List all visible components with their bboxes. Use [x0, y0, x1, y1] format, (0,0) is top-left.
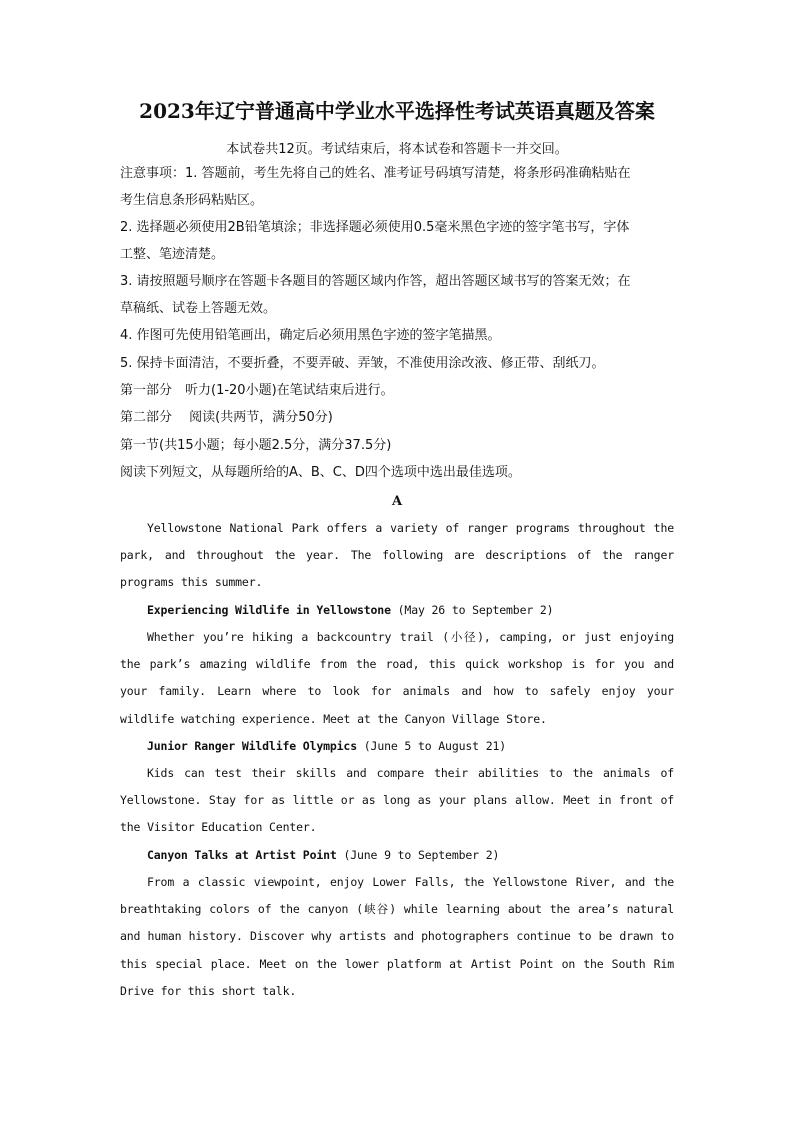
- notes-line-7: 4. 作图可先使用铅笔画出，确定后必须用黑色字迹的签字笔描黑。: [120, 328, 501, 343]
- program-dates: (June 9 to September 2): [343, 848, 500, 862]
- program-dates: (June 5 to August 21): [363, 739, 507, 753]
- program-description: Whether you’re hiking a backcountry trail (小径), camping, or just enjoying the park’s amazing wildlife from the road, this quick workshop is for you and your family. Learn where to look for animals and how to safely enjoy your wildlife watching experience. Meet at the Canyon Village Store.: [120, 630, 674, 726]
- notes-line-4: 工整、笔迹清楚。: [120, 247, 225, 262]
- notes-line-1: 注意事项：1. 答题前，考生先将自己的姓名、准考证号码填写清楚，将条形码准确粘贴在: [120, 166, 631, 181]
- program-description: From a classic viewpoint, enjoy Lower Falls, the Yellowstone River, and the breathtaking colors of the canyon (峡谷) while learning about the area’s natural and human history. Discover why artists and photographers continue to be drawn to this special place. Meet on the lower platform at Artist Point on the South Rim Drive for this short talk.: [120, 875, 674, 998]
- notes-line-6: 草稿纸、试卷上答题无效。: [120, 301, 277, 316]
- exam-intro: 本试卷共12页。考试结束后，将本试卷和答题卡一并交回。: [226, 142, 568, 157]
- program-description: Kids can test their skills and compare their abilities to the animals of Yellowstone. Stay for as little or as long as your plans allow. Meet in front of the Visitor Education Center.: [120, 766, 674, 835]
- program-heading: [147, 842, 674, 869]
- program-dates: (May 26 to September 2): [397, 603, 554, 617]
- program-heading: [147, 597, 674, 624]
- section-one: 第一节(共15小题；每小题2.5分，满分37.5分): [120, 438, 392, 453]
- program-name: Canyon Talks at Artist Point: [147, 848, 337, 862]
- program-name: Junior Ranger Wildlife Olympics: [147, 739, 357, 753]
- program-name: Experiencing Wildlife in Yellowstone: [147, 603, 391, 617]
- notes-line-2: 考生信息条形码粘贴区。: [120, 193, 264, 208]
- reading-instruction: 阅读下列短文，从每题所给的A、B、C、D四个选项中选出最佳选项。: [120, 465, 521, 480]
- notes-line-3: 2. 选择题必须使用2B铅笔填涂；非选择题必须使用0.5毫米黑色字迹的签字笔书写，字体: [120, 220, 630, 235]
- exam-title: 2023年辽宁普通高中学业水平选择性考试英语真题及答案: [139, 99, 655, 123]
- notes-line-5: 3. 请按照题号顺序在答题卡各题目的答题区域内作答，超出答题区域书写的答案无效；在: [120, 274, 631, 289]
- passage-label: A: [391, 494, 403, 509]
- program-heading: [147, 733, 674, 760]
- notes-line-8: 5. 保持卡面清洁，不要折叠，不要弄破、弄皱，不准使用涂改液、修正带、刮纸刀。: [120, 356, 605, 371]
- part-one: 第一部分 听力(1-20小题)在笔试结束后进行。: [120, 383, 394, 398]
- passage-intro: Yellowstone National Park offers a variety of ranger programs throughout the park, and throughout the year. The following are descriptions of the ranger programs this summer.: [120, 521, 674, 590]
- part-two: 第二部分 阅读(共两节，满分50分): [120, 410, 333, 425]
